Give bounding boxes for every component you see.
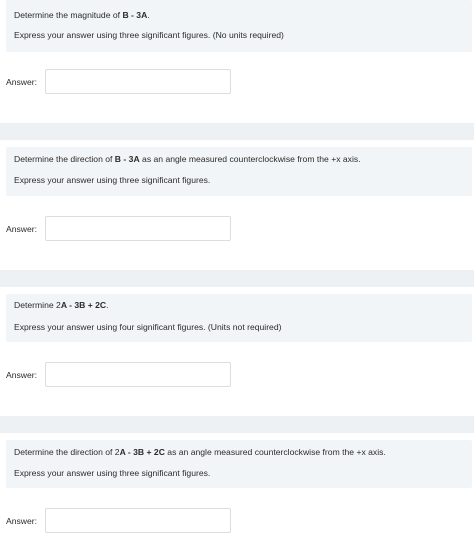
question-instruction-3: Express your answer using four significant figures. (Units not required) (14, 322, 282, 332)
question-box-3 (6, 294, 472, 342)
question-box-4 (6, 440, 472, 488)
question-instruction-2: Express your answer using three significant figures. (14, 175, 211, 185)
separator-3 (0, 416, 474, 433)
question-prompt-4: Determine the direction of 2A - 3B + 2C as an angle measured counterclockwise from the +x axis. (14, 447, 386, 457)
separator-1 (0, 123, 474, 140)
answer-label-4: Answer: (6, 516, 38, 526)
question-prompt-2: Determine the direction of B - 3A as an angle measured counterclockwise from the +x axis. (14, 154, 361, 164)
answer-input-1[interactable] (45, 69, 231, 94)
question-prompt-1: Determine the magnitude of B - 3A. (14, 10, 150, 20)
question-instruction-4: Express your answer using three significant figures. (14, 468, 211, 478)
answer-input-2[interactable] (45, 216, 231, 241)
question-prompt-3: Determine 2A - 3B + 2C. (14, 300, 109, 310)
answer-label-1: Answer: (6, 77, 38, 87)
question-box-2 (6, 147, 472, 196)
question-box-1 (6, 0, 472, 52)
answer-label-3: Answer: (6, 370, 38, 380)
separator-2 (0, 270, 474, 287)
question-instruction-1: Express your answer using three significant figures. (No units required) (14, 30, 284, 40)
answer-label-2: Answer: (6, 224, 38, 234)
answer-input-4[interactable] (45, 508, 231, 533)
answer-input-3[interactable] (45, 362, 231, 387)
